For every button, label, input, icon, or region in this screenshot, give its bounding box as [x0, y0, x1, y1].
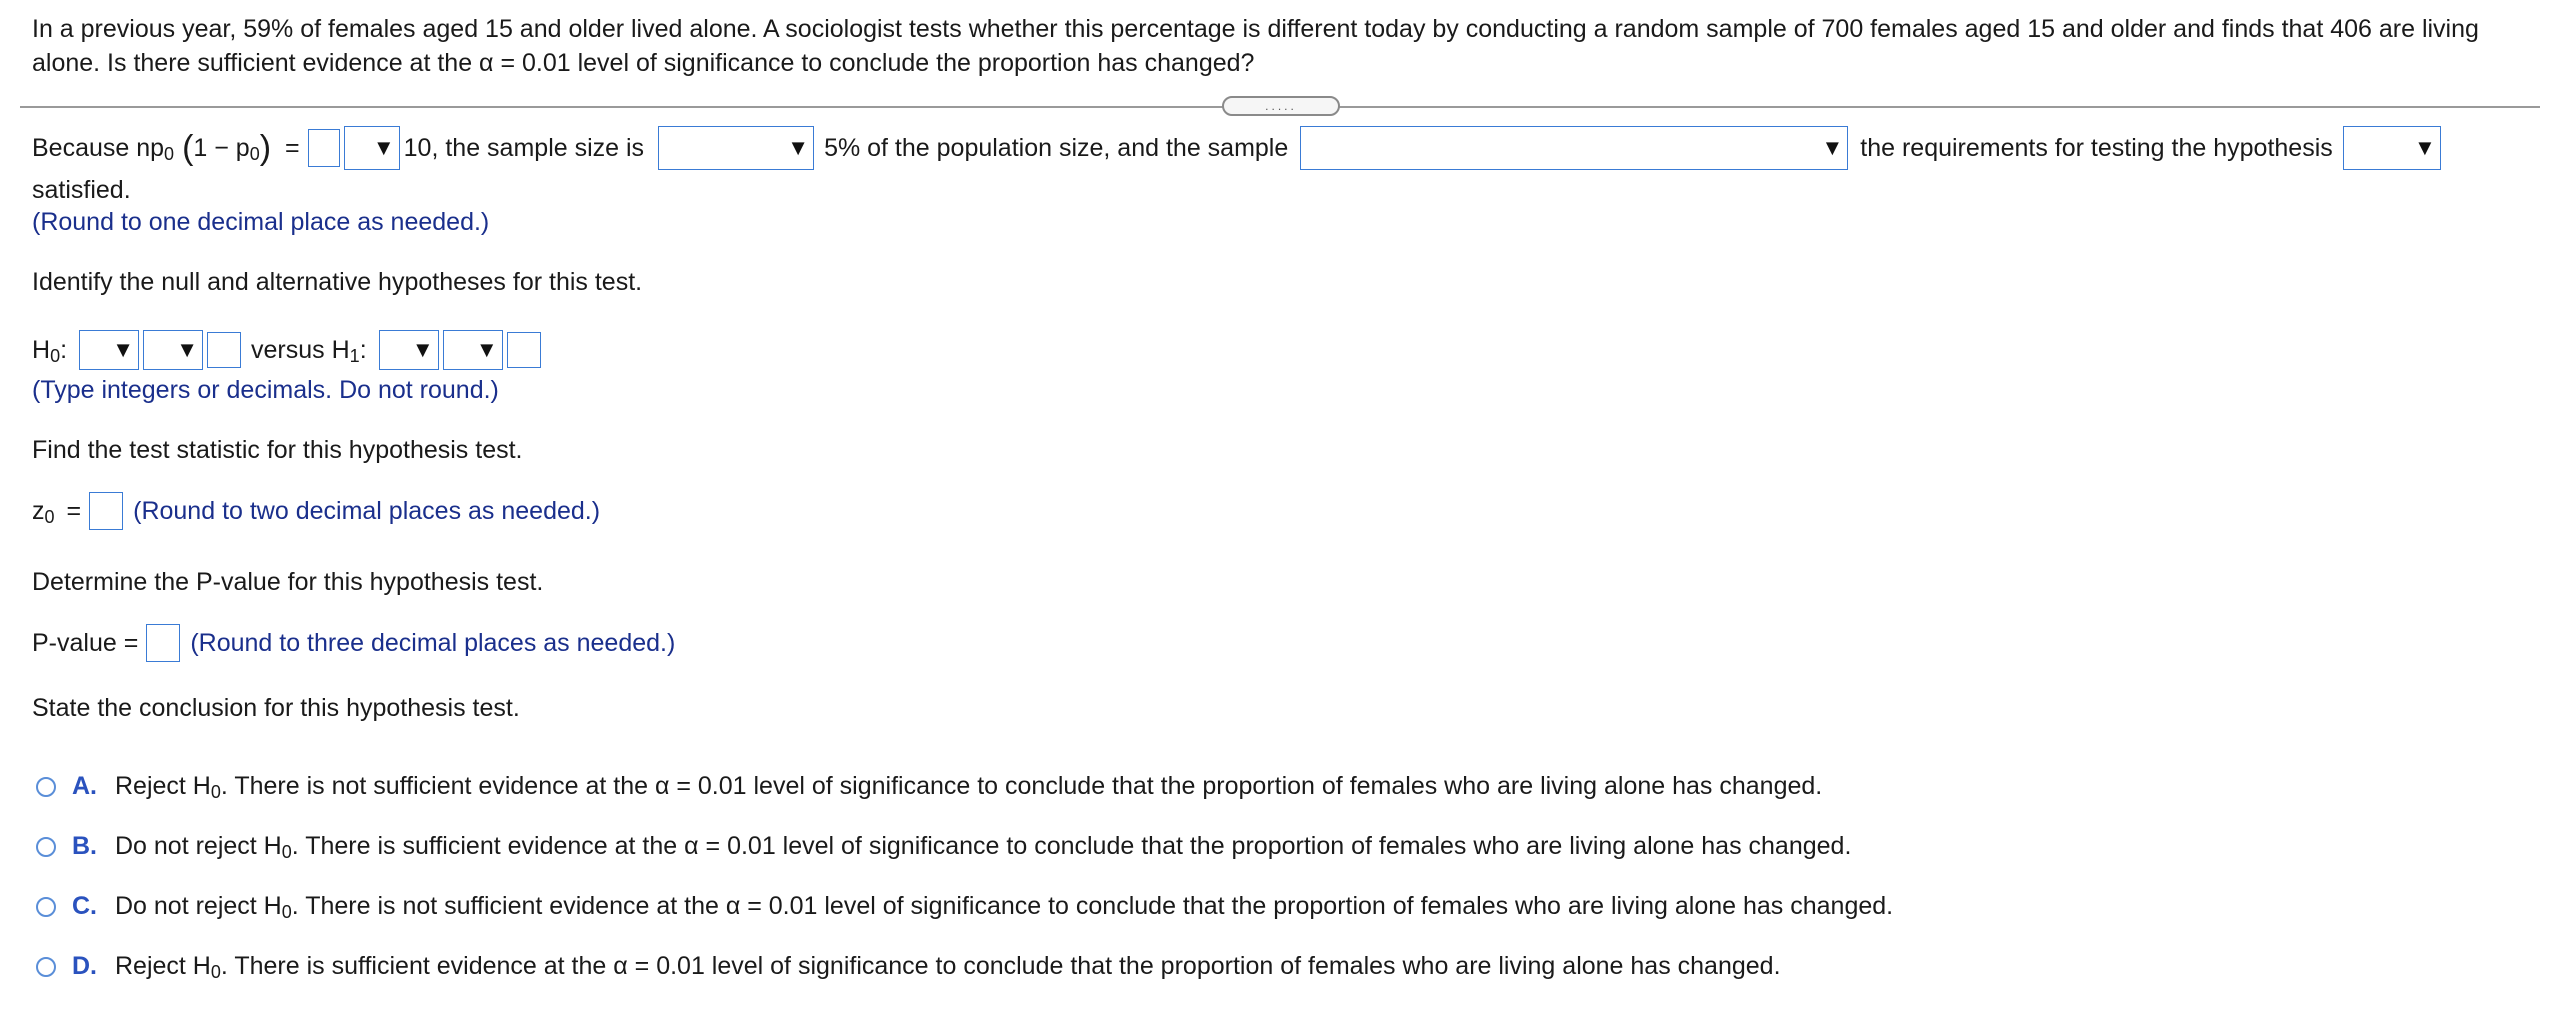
- option-subscript: 0: [210, 962, 221, 982]
- option-pre: Do not reject H: [115, 832, 282, 860]
- chevron-down-icon: ▼: [2413, 135, 2436, 160]
- chevron-down-icon: ▼: [372, 135, 395, 160]
- radio-button[interactable]: [36, 957, 56, 977]
- option-pre: Reject H: [115, 772, 211, 800]
- z-equals: =: [66, 496, 82, 525]
- h0-subscript: 0: [50, 345, 61, 366]
- pvalue-row: [32, 624, 675, 662]
- h0-operator-dropdown[interactable]: [143, 330, 203, 370]
- comparison-dropdown[interactable]: [344, 126, 400, 170]
- question-text: In a previous year, 59% of females aged 15 and older lived alone. A sociologist tests whether this percentage is different today by conducting a random sample of 700 females aged 15 and older and finds that 406 are living alone. Is there sufficient evidence at the α = 0.01 level of significance to conclude the proportion has changed?: [32, 15, 2479, 77]
- option-subscript: 0: [281, 842, 292, 862]
- statistic-prompt: Find the test statistic for this hypothesis test.: [32, 436, 523, 464]
- option-text: . There is not sufficient evidence at the α = 0.01 level of significance to conclude that the proportion of females who are living alone has changed.: [291, 892, 1894, 920]
- requirements-dropdown[interactable]: [2343, 126, 2441, 170]
- pvalue-input[interactable]: [146, 624, 180, 662]
- radio-button[interactable]: [36, 837, 56, 857]
- statistic-row: [32, 492, 600, 530]
- pvalue-label: P-value =: [32, 628, 139, 657]
- option-b[interactable]: [36, 832, 1851, 861]
- h1-value-input[interactable]: [507, 332, 541, 368]
- z-value-input[interactable]: [89, 492, 123, 530]
- option-letter: A.: [72, 772, 97, 800]
- chevron-down-icon: ▼: [112, 337, 135, 362]
- option-text: . There is sufficient evidence at the α = 0.01 level of significance to conclude that the proportion of females who are living alone has changed.: [291, 832, 1852, 860]
- option-letter: C.: [72, 892, 97, 920]
- because-text: Because np: [32, 133, 165, 162]
- chevron-down-icon: ▼: [411, 337, 434, 362]
- option-c[interactable]: [36, 892, 1893, 921]
- chevron-down-icon: ▼: [787, 135, 810, 160]
- versus-text: versus H: [251, 335, 350, 364]
- round-one-hint: (Round to one decimal place as needed.): [32, 208, 490, 236]
- round-three-hint: (Round to three decimal places as needed.): [190, 628, 676, 657]
- h0-label: H: [32, 335, 51, 364]
- requirements-row: [32, 126, 2441, 170]
- option-letter: D.: [72, 952, 97, 980]
- sample-size-dropdown[interactable]: [658, 126, 814, 170]
- option-text: . There is not sufficient evidence at the α = 0.01 level of significance to conclude that the proportion of females who are living alone has changed.: [220, 772, 1823, 800]
- hypotheses-row: [32, 330, 541, 370]
- np-value-input[interactable]: [308, 129, 340, 167]
- requirements-text: the requirements for testing the hypothesis: [1860, 133, 2333, 162]
- option-a[interactable]: [36, 772, 1822, 801]
- chevron-down-icon: ▼: [176, 337, 199, 362]
- h1-colon: :: [359, 335, 367, 364]
- close-paren: ): [259, 129, 272, 167]
- option-text: . There is sufficient evidence at the α = 0.01 level of significance to conclude that the proportion of females who are living alone has changed.: [220, 952, 1781, 980]
- radio-button[interactable]: [36, 777, 56, 797]
- option-d[interactable]: [36, 952, 1781, 981]
- option-letter: B.: [72, 832, 97, 860]
- h0-colon: :: [60, 335, 68, 364]
- sample-type-dropdown[interactable]: [1300, 126, 1848, 170]
- equals-sign: =: [285, 133, 300, 162]
- open-paren: (: [182, 129, 194, 167]
- round-two-hint: (Round to two decimal places as needed.): [133, 496, 601, 525]
- h0-parameter-dropdown[interactable]: [79, 330, 139, 370]
- type-integers-hint: (Type integers or decimals. Do not round.): [32, 376, 499, 404]
- satisfied-text: satisfied.: [32, 176, 131, 204]
- h1-operator-dropdown[interactable]: [443, 330, 503, 370]
- option-pre: Do not reject H: [115, 892, 282, 920]
- h1-subscript: 1: [349, 345, 360, 366]
- conclusion-prompt: State the conclusion for this hypothesis test.: [32, 694, 520, 722]
- radio-button[interactable]: [36, 897, 56, 917]
- option-subscript: 0: [210, 782, 221, 802]
- hypotheses-prompt: Identify the null and alternative hypotheses for this test.: [32, 268, 643, 296]
- h0-value-input[interactable]: [207, 332, 241, 368]
- chevron-down-icon: ▼: [475, 337, 498, 362]
- pvalue-prompt: Determine the P-value for this hypothesis test.: [32, 568, 544, 596]
- p0-subscript: 0: [164, 143, 175, 164]
- p0-subscript-2: 0: [249, 143, 260, 164]
- h1-parameter-dropdown[interactable]: [379, 330, 439, 370]
- chevron-down-icon: ▼: [1821, 135, 1844, 160]
- expand-toggle[interactable]: .....: [1222, 96, 1340, 116]
- z-subscript: 0: [44, 506, 55, 527]
- one-minus-p: 1 − p: [193, 133, 250, 162]
- population-text: 5% of the population size, and the sample: [824, 133, 1289, 162]
- option-pre: Reject H: [115, 952, 211, 980]
- z-label: z: [32, 496, 45, 525]
- option-subscript: 0: [281, 902, 292, 922]
- ten-text: 10, the sample size is: [403, 133, 645, 162]
